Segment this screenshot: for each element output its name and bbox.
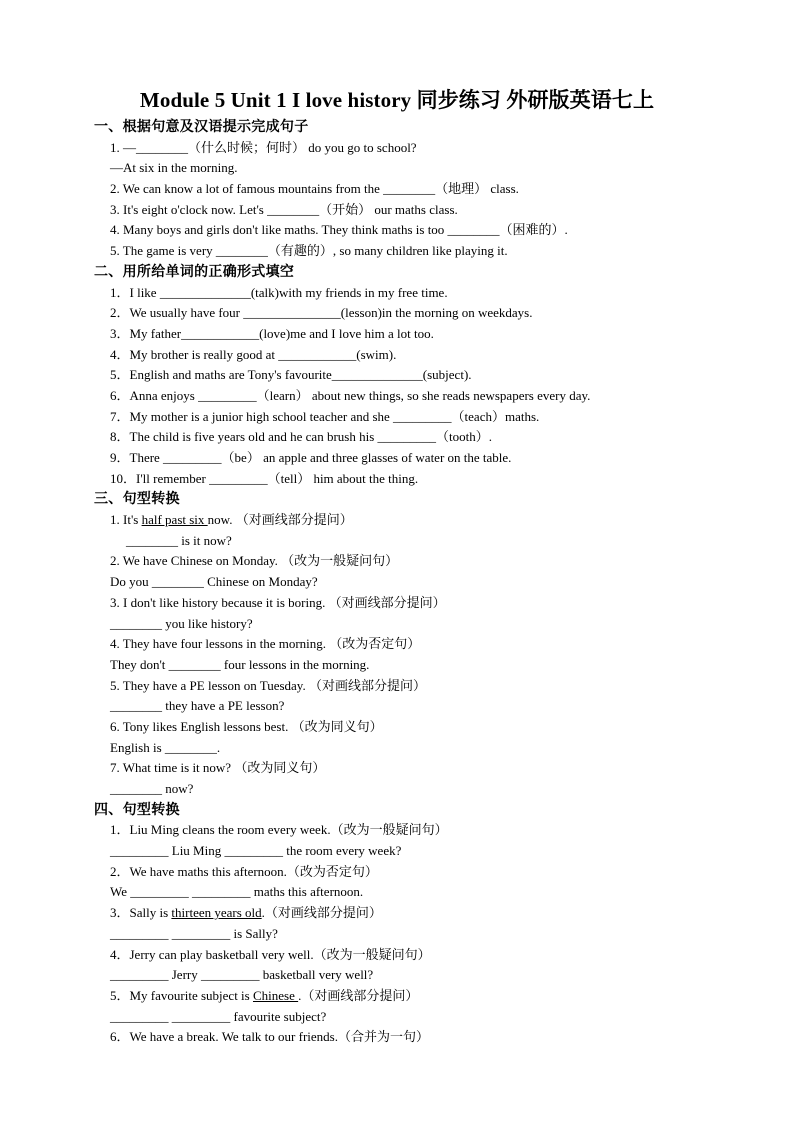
exercise-line: They don't ________ four lessons in the morning. bbox=[110, 656, 370, 672]
exercise-line: 3. It's eight o'clock now. Let's ________（开始） our maths class. bbox=[110, 201, 458, 217]
exercise-line: _________ _________ is Sally? bbox=[110, 925, 278, 941]
exercise-line: _________ Liu Ming _________ the room every week? bbox=[110, 843, 402, 859]
exercise-line: 6. Tony likes English lessons best. （改为同义句） bbox=[110, 718, 383, 734]
exercise-line: 6．Anna enjoys _________（learn） about new things, so she reads newspapers every day. bbox=[110, 387, 591, 403]
exercise-line: _________ _________ favourite subject? bbox=[110, 1008, 327, 1024]
line-text: 3．Sally is bbox=[110, 905, 172, 921]
exercise-line: 4. They have four lessons in the morning. （改为否定句） bbox=[110, 636, 421, 652]
exercise-line: 8．The child is five years old and he can brush his _________（tooth）. bbox=[110, 429, 492, 445]
exercise-line bbox=[0, 903, 794, 924]
exercise-line: 3. I don't like history because it is boring. （对画线部分提问） bbox=[110, 594, 446, 610]
exercise-line: 4. Many boys and girls don't like maths. They think maths is too ________（困难的）. bbox=[110, 222, 568, 238]
exercise-line: Do you ________ Chinese on Monday? bbox=[110, 574, 318, 590]
exercise-line: English is ________. bbox=[110, 739, 221, 755]
exercise-line: —At six in the morning. bbox=[110, 160, 238, 176]
line-text: now. （对画线部分提问） bbox=[207, 512, 353, 528]
exercise-line: 2. We have Chinese on Monday. （改为一般疑问句） bbox=[110, 553, 399, 569]
exercise-line: 6．We have a break. We talk to our friends.（合并为一句） bbox=[110, 1029, 429, 1045]
line-text: .（对画线部分提问） bbox=[261, 905, 382, 921]
line-text: 5．My favourite subject is bbox=[110, 987, 253, 1003]
line-text: .（对画线部分提问） bbox=[298, 987, 419, 1003]
exercise-line: 2．We usually have four _______________(lesson)in the morning on weekdays. bbox=[110, 305, 533, 321]
exercise-line: 7. What time is it now? （改为同义句） bbox=[110, 760, 326, 776]
exercise-line: 7．My mother is a junior high school teacher and she _________（teach）maths. bbox=[110, 408, 540, 424]
underlined-phrase: Chinese bbox=[252, 987, 299, 1003]
page-title: Module 5 Unit 1 I love history 同步练习 外研版英语七上 bbox=[139, 88, 655, 112]
exercise-line: 9．There _________（be） an apple and three glasses of water on the table. bbox=[110, 450, 512, 465]
section-heading: 四、句型转换 bbox=[94, 801, 180, 818]
exercise-line: We _________ _________ maths this afternoon. bbox=[110, 884, 364, 900]
exercise-line: 5．English and maths are Tony's favourite______________(subject). bbox=[110, 367, 472, 383]
underlined-phrase: half past six bbox=[141, 512, 208, 528]
exercise-line: 4．My brother is really good at ____________(swim). bbox=[110, 346, 397, 362]
exercise-line: _________ Jerry _________ basketball very well? bbox=[110, 967, 374, 983]
exercise-line: 10．I'll remember _________（tell） him about the thing. bbox=[110, 470, 419, 486]
exercise-line: ________ is it now? bbox=[126, 532, 232, 548]
exercise-line: 1. —________（什么时候；何时） do you go to school? bbox=[110, 139, 417, 155]
section-heading: 一、根据句意及汉语提示完成句子 bbox=[94, 119, 309, 135]
section-heading: 二、用所给单词的正确形式填空 bbox=[94, 263, 295, 280]
exercise-line: 1．Liu Ming cleans the room every week.（改为一般疑问句） bbox=[110, 822, 448, 838]
exercise-line: 3．My father____________(love)me and I love him a lot too. bbox=[110, 325, 434, 341]
exercise-line: ________ you like history? bbox=[110, 615, 253, 631]
exercise-line: 5. They have a PE lesson on Tuesday. （对画线部分提问） bbox=[110, 677, 426, 693]
exercise-line: 5. The game is very ________（有趣的）, so many children like playing it. bbox=[110, 243, 508, 259]
worksheet-content bbox=[0, 117, 794, 1048]
exercise-line bbox=[0, 510, 794, 531]
exercise-line: 2. We can know a lot of famous mountains from the ________（地理） class. bbox=[110, 181, 519, 197]
exercise-line: ________ now? bbox=[110, 781, 194, 796]
exercise-line: 2．We have maths this afternoon.（改为否定句） bbox=[110, 863, 378, 879]
exercise-line: ________ they have a PE lesson? bbox=[110, 698, 285, 714]
underlined-phrase: thirteen years old bbox=[171, 905, 262, 921]
exercise-line: 4．Jerry can play basketball very well.（改为一般疑问句） bbox=[110, 946, 431, 962]
line-text: 1. It's bbox=[110, 512, 142, 528]
section-heading: 三、句型转换 bbox=[94, 491, 180, 508]
exercise-line: 1．I like ______________(talk)with my friends in my free time. bbox=[110, 284, 448, 300]
exercise-line bbox=[0, 986, 794, 1007]
